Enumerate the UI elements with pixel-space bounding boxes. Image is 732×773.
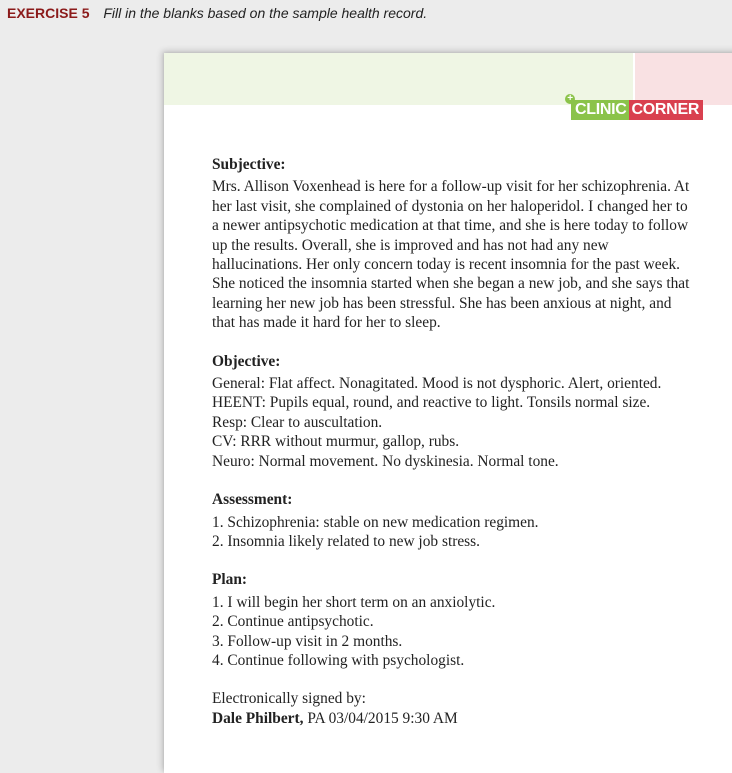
list-item: 2. Continue antipsychotic. bbox=[212, 613, 374, 631]
text-line: that has made it hard for her to sleep. bbox=[212, 314, 441, 332]
section-title: Assessment: bbox=[212, 491, 293, 509]
section-title: Subjective: bbox=[212, 156, 286, 173]
exercise-header bbox=[7, 4, 427, 22]
text-line: learning her new job has been stressful. She has been anxious at night, and bbox=[212, 294, 672, 312]
text-line: CV: RRR without murmur, gallop, rubs. bbox=[212, 433, 460, 451]
list-item: 3. Follow-up visit in 2 months. bbox=[212, 632, 403, 650]
plan-section bbox=[212, 570, 727, 670]
text-line: Neuro: Normal movement. No dyskinesia. Normal tone. bbox=[212, 452, 559, 470]
list-item: 4. Continue following with psychologist. bbox=[212, 651, 465, 669]
subjective-body bbox=[212, 177, 727, 332]
signature-details: PA 03/04/2015 9:30 AM bbox=[303, 709, 458, 727]
text-line: General: Flat affect. Nonagitated. Mood is not dysphoric. Alert, oriented. bbox=[212, 375, 662, 393]
signature-label: Electronically signed by: bbox=[212, 690, 366, 708]
header-band-pink bbox=[635, 53, 732, 105]
exercise-instruction: Fill in the blanks based on the sample health record. bbox=[103, 5, 428, 21]
text-line: up the results. Overall, she is improved and has not had any new bbox=[212, 236, 609, 254]
health-record bbox=[212, 155, 727, 747]
header-band-green bbox=[164, 53, 633, 105]
objective-section bbox=[212, 352, 727, 471]
signature-section bbox=[212, 689, 727, 728]
subjective-section bbox=[212, 155, 727, 333]
text-line: her last visit, she complained of dystonia on her haloperidol. I changed her to bbox=[212, 197, 688, 215]
signature-line bbox=[212, 709, 727, 728]
plus-icon: + bbox=[565, 94, 575, 104]
text-line: HEENT: Pupils equal, round, and reactive to light. Tonsils normal size. bbox=[212, 394, 651, 412]
logo-clinic bbox=[567, 93, 629, 120]
logo-corner-text: CORNER bbox=[629, 100, 704, 120]
text-line: Mrs. Allison Voxenhead is here for a follow-up visit for her schizophrenia. At bbox=[212, 178, 690, 196]
text-line: hallucinations. Her only concern today is recent insomnia for the past week. bbox=[212, 256, 680, 274]
list-item: 1. Schizophrenia: stable on new medication regimen. bbox=[212, 513, 539, 531]
list-item: 2. Insomnia likely related to new job stress. bbox=[212, 532, 480, 550]
clinic-corner-logo bbox=[567, 93, 703, 120]
signer-name: Dale Philbert, bbox=[212, 709, 304, 727]
assessment-body bbox=[212, 513, 727, 552]
exercise-label: EXERCISE 5 bbox=[7, 5, 90, 21]
text-line: She noticed the insomnia started when she began a new job, and she says that bbox=[212, 275, 690, 293]
objective-body bbox=[212, 374, 727, 471]
text-line: Resp: Clear to auscultation. bbox=[212, 413, 383, 431]
section-title: Objective: bbox=[212, 352, 281, 370]
section-title: Plan: bbox=[212, 571, 248, 589]
list-item: 1. I will begin her short term on an anxiolytic. bbox=[212, 593, 496, 611]
logo-clinic-text: CLINIC bbox=[575, 101, 627, 118]
plan-body bbox=[212, 593, 727, 671]
text-line: a newer antipsychotic medication at that time, and she is here today to follow bbox=[212, 217, 689, 235]
assessment-section bbox=[212, 490, 727, 551]
